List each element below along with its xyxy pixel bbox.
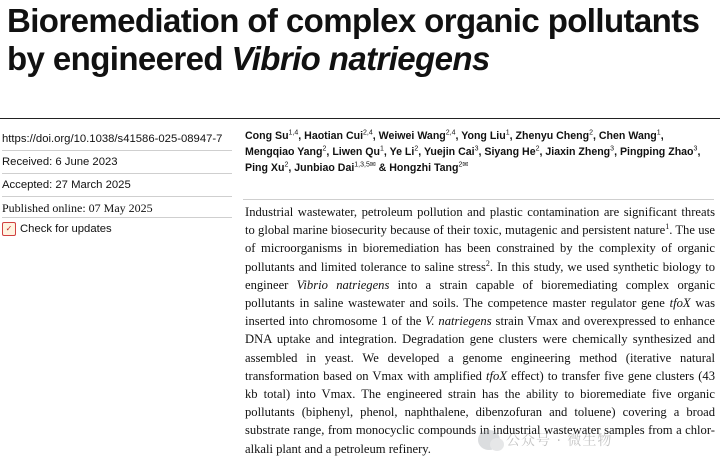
author-name[interactable]: Ping Xu xyxy=(245,162,285,174)
species-name: Vibrio natriegens xyxy=(296,277,390,292)
author-name[interactable]: Pingping Zhao xyxy=(619,146,694,158)
author-affiliation: 3 xyxy=(474,145,479,153)
article-title xyxy=(7,2,713,78)
author-name[interactable]: Mengqiao Yang xyxy=(245,146,323,158)
gene-name: tfoX xyxy=(669,296,691,311)
abstract-text: . In this study, we used synthetic biology to engineer xyxy=(245,259,715,292)
author-affiliation: 2 xyxy=(322,145,327,153)
reference-2[interactable]: 2 xyxy=(485,258,490,268)
author-affiliation: 1,4 xyxy=(288,129,299,137)
author-name[interactable]: Junbiao Dai xyxy=(294,162,355,174)
received-date: Received: 6 June 2023 xyxy=(2,156,118,168)
author-name[interactable]: Ye Li xyxy=(389,146,415,158)
accepted-date: Accepted: 27 March 2025 xyxy=(2,179,131,191)
author-name[interactable]: Haotian Cui xyxy=(304,130,364,142)
author-affiliation: 3 xyxy=(610,145,615,153)
species-name: V. natriegens xyxy=(425,314,492,329)
author-affiliation: 2,4 xyxy=(445,129,456,137)
title-divider xyxy=(0,118,720,119)
gene-name: tfoX xyxy=(486,368,508,383)
abstract-text: Industrial wastewater, petroleum pollution and plastic contamination are significant threats to global marine biosecurity because of their toxic, mutagenic and persistent nature xyxy=(245,205,715,238)
check-for-updates-button[interactable] xyxy=(2,222,112,236)
author-name[interactable]: Siyang He xyxy=(484,146,536,158)
abstract-text: strain Vmax and overexpressed to enhance DNA uptake and integration. Degradation gene clusters were chemically synthesized and assembled in yeast. We developed a genome engineering method (iterative natural transformation based on Vmax with amplified xyxy=(245,314,715,383)
abstract-text: effect) to transfer five gene clusters (43 kb total) into Vmax. The engineered strain has the ability to bioremediate five organic pollutants (biphenyl, phenol, naphthalene, dibenzofuran and toluene) covering a broad substrate range, from monocyclic compounds in industrial wastewater samples from a chlor-alkali plant and a petroleum refinery. xyxy=(245,368,716,456)
author-affiliation: 2✉ xyxy=(458,161,469,169)
abstract-text: into a strain capable of bioremediating complex organic pollutants in saline wastewater and soils. The competence master regulator gene xyxy=(245,277,715,311)
author-affiliation: 1,3,5✉ xyxy=(354,161,376,169)
check-for-updates-label: Check for updates xyxy=(20,223,112,235)
meta-divider xyxy=(2,173,232,174)
published-date: Published online: 07 May 2025 xyxy=(2,201,153,215)
meta-divider xyxy=(2,150,232,151)
author-name[interactable]: Yong Liu xyxy=(461,130,506,142)
title-text: Bioremediation of complex organic pollutants by engineered xyxy=(7,2,700,77)
author-name[interactable]: Hongzhi Tang xyxy=(389,162,459,174)
author-list: Cong Su$^{1,4}$, Haotian Cui$^{2,4}$, Weiwei Wang$^{2,4}$, Yong Liu$^1$, Zhenyu Cheng$^2$, Chen Wang$^1$, Mengqiao Yang$^2$, Liwen Qu$^1$, Ye Li$^2$, Yuejin Cai$^3$, Siyang He$^2$, Jiaxin Zheng$^3$, Pingping Zhao$^3$, Ping Xu$^2$, Junbiao Dai$^{1,3,5✉}$ & Hongzhi Tang$^{2✉}$ xyxy=(245,129,701,174)
author-name[interactable]: Zhenyu Cheng xyxy=(515,130,590,142)
author-affiliation: 1 xyxy=(656,129,661,137)
author-affiliation: 1 xyxy=(379,145,384,153)
author-name[interactable]: Cong Su xyxy=(245,130,289,142)
meta-divider xyxy=(2,217,232,218)
author-name[interactable]: Weiwei Wang xyxy=(378,130,446,142)
meta-divider xyxy=(2,196,232,197)
author-name[interactable]: Jiaxin Zheng xyxy=(545,146,611,158)
abstract xyxy=(245,203,715,458)
reference-1[interactable]: 1 xyxy=(665,222,670,232)
watermark-text: 公众号 · 微生物 xyxy=(506,433,613,449)
author-affiliation: 1 xyxy=(505,129,510,137)
title-species: Vibrio natriegens xyxy=(231,40,490,77)
author-name[interactable]: Chen Wang xyxy=(598,130,657,142)
abstract-divider xyxy=(243,199,714,200)
author-affiliation: 2 xyxy=(535,145,540,153)
author-affiliation: 2 xyxy=(589,129,594,137)
doi-link[interactable]: https://doi.org/10.1038/s41586-025-08947-7 xyxy=(2,133,223,145)
author-affiliation: 2 xyxy=(284,161,289,169)
check-for-updates-icon: ✓ xyxy=(2,222,16,236)
abstract-text: . The use of microorganisms in bioremediation has been constrained by the complexity of organic pollutants and limited tolerance to saline stress xyxy=(245,223,715,274)
author-affiliation: 2 xyxy=(414,145,419,153)
author-name[interactable]: Yuejin Cai xyxy=(423,146,475,158)
author-affiliation: 3 xyxy=(693,145,698,153)
author-affiliation: 2,4 xyxy=(363,129,373,137)
author-name[interactable]: Liwen Qu xyxy=(332,146,380,158)
abstract-text: was inserted into chromosome 1 of the xyxy=(245,296,715,329)
